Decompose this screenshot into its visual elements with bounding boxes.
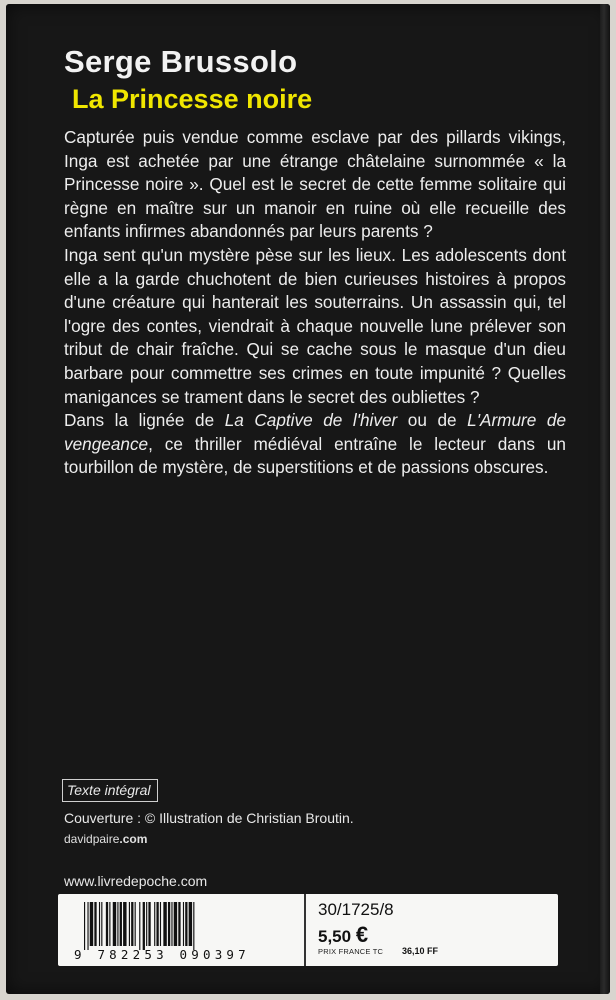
barcode-bar — [129, 902, 130, 946]
designer-name: davidpaire — [64, 832, 120, 846]
designer-suffix: .com — [119, 832, 148, 846]
cover-edge — [600, 4, 610, 994]
barcode-bar — [131, 902, 133, 946]
barcode-bar — [178, 902, 180, 946]
barcode-panel — [58, 894, 558, 966]
barcode-bar — [143, 902, 145, 950]
barcode-bar — [135, 902, 136, 946]
barcode-bar — [94, 902, 96, 946]
blurb-p3-intro: Dans la lignée de — [64, 410, 225, 431]
publisher-website: www.livredepoche.com — [64, 873, 208, 889]
barcode-bar — [87, 902, 88, 950]
barcode-bar — [183, 902, 184, 946]
blurb-paragraph-1: Capturée puis vendue comme esclave par des pillards vikings, Inga est achetée par une étrange châtelaine surnommée « la Princesse noire ». Quel est le secret de cette femme solitaire qui règne en maître sur un manoir en ruine où elle recueille des enfants infirmes abandonnés par leurs parents ? — [64, 127, 566, 242]
catalog-code: 30/1725/8 — [318, 900, 394, 919]
book-title: La Princesse noire — [72, 84, 313, 114]
barcode-bar — [117, 902, 118, 946]
designer-credit — [64, 832, 147, 846]
ean-number: 9 782253 090397 — [74, 947, 250, 962]
barcode-bar — [139, 902, 140, 950]
barcode-bar — [171, 902, 172, 946]
texte-integral-label: Texte intégral — [62, 779, 158, 802]
barcode-bar — [189, 902, 192, 946]
back-cover — [6, 4, 610, 994]
barcode-divider — [304, 894, 306, 966]
blurb-paragraph-2: Inga sent qu'un mystère pèse sur les lieux. Les adolescents dont elle a la garde chuchotent de bien curieuses histoires à propos d'une créature qui hanterait les souterrains. Un assassin qui, tel l'ogre des contes, viendrait à chaque nouvelle lune prélever son tribut de chair fraîche. Qui se cache sous le masque d'un dieu barbare pour commettre ses crimes en toute impunité ? Quelles manigances se trament dans le secret des oubliettes ? — [64, 244, 566, 407]
barcode-bar — [193, 902, 194, 950]
barcode-bar — [99, 902, 100, 946]
barcode-bar — [148, 902, 150, 946]
prix-franc-value: 36,10 FF — [402, 946, 439, 956]
book-reference-1: La Captive de l'hiver — [224, 410, 398, 431]
book-reference-2: L'Armure de vengeance — [64, 410, 566, 454]
barcode-bar — [146, 902, 147, 946]
currency-symbol: € — [355, 922, 369, 947]
barcode-bar — [160, 902, 161, 946]
author-name: Serge Brussolo — [64, 44, 298, 79]
barcode-bar — [168, 902, 170, 946]
price-value: 5,50 — [318, 927, 352, 946]
price — [318, 922, 368, 948]
barcode-bar — [106, 902, 108, 946]
cover-credit: Couverture : © Illustration de Christian Broutin. — [64, 810, 354, 826]
barcode-bar — [163, 902, 166, 946]
prix-france-label: PRIX FRANCE TC — [318, 947, 384, 956]
blurb — [64, 126, 566, 480]
barcode-bar — [84, 902, 85, 950]
barcode-bar — [185, 902, 187, 946]
blurb-p3-or: ou de — [397, 410, 468, 431]
barcode-bar — [174, 902, 177, 946]
barcode — [84, 902, 292, 950]
blurb-paragraph-3 — [64, 409, 566, 480]
barcode-bar — [101, 902, 102, 946]
barcode-bar — [113, 902, 116, 946]
barcode-bar — [90, 902, 93, 946]
blurb-p3-rest: , ce thriller médiéval entraîne le lecteur dans un tourbillon de mystère, de superstitions et de passions obscures. — [64, 433, 566, 478]
barcode-bar — [120, 902, 122, 946]
barcode-bar — [123, 902, 126, 946]
barcode-bar — [109, 902, 110, 946]
barcode-bar — [154, 902, 155, 946]
barcode-bar — [156, 902, 158, 946]
